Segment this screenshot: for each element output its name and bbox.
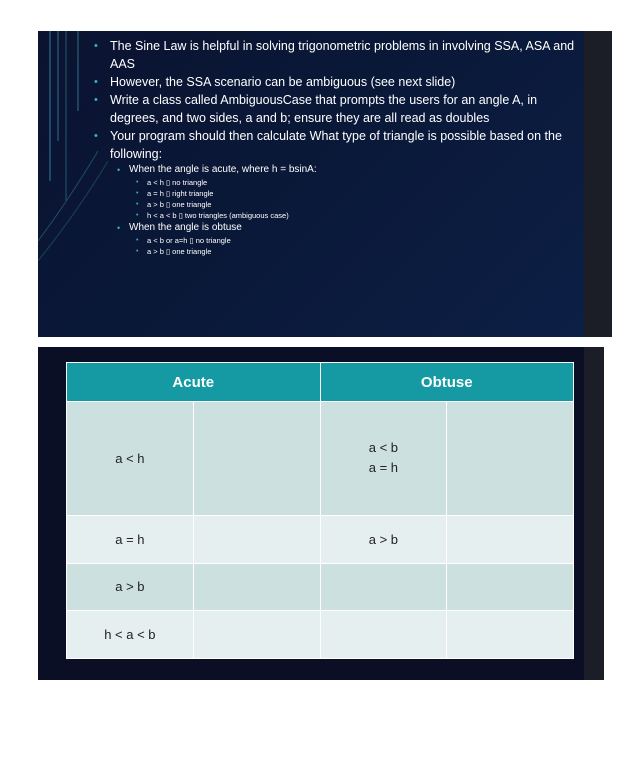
empty-cell	[193, 611, 320, 659]
empty-cell	[447, 563, 574, 611]
table-row	[67, 611, 574, 659]
obtuse-condition-line: a < b	[368, 440, 399, 456]
bullet-sine-law: • The Sine Law is helpful in solving trigonometric problems in involving SSA, ASA and AAS	[110, 37, 578, 73]
acute-case-item: • h < a < b ▯ two triangles (ambiguous case)	[147, 210, 578, 221]
acute-case-item: • a = h ▯ right triangle	[147, 188, 578, 199]
header-obtuse: Obtuse	[320, 363, 574, 402]
bullet-write-class: • Write a class called AmbiguousCase that prompts the users for an angle A, in degrees, and two sides, a and b; ensure they are all read as doubles	[110, 91, 578, 127]
table-row	[67, 563, 574, 611]
table-row	[67, 402, 574, 516]
header-acute: Acute	[67, 363, 321, 402]
bullet-ssa-ambiguous: • However, the SSA scenario can be ambiguous (see next slide)	[110, 73, 578, 91]
obtuse-case-item: • a > b ▯ one triangle	[147, 246, 578, 257]
acute-case-item: • a > b ▯ one triangle	[147, 199, 578, 210]
adjacent-slide-edge	[584, 347, 604, 680]
triangle-cases-table	[66, 362, 574, 659]
empty-cell	[447, 402, 574, 516]
acute-condition: a = h	[67, 515, 194, 563]
empty-cell	[447, 611, 574, 659]
empty-cell	[447, 515, 574, 563]
acute-condition: h < a < b	[67, 611, 194, 659]
obtuse-case-item: • a < b or a=h ▯ no triangle	[147, 235, 578, 246]
sub-bullet-obtuse: • When the angle is obtuse	[129, 221, 578, 235]
empty-cell	[193, 515, 320, 563]
table-row	[67, 515, 574, 563]
empty-cell	[320, 563, 447, 611]
acute-condition: a < h	[67, 402, 194, 516]
slide-instructions	[38, 31, 584, 337]
acute-condition: a > b	[67, 563, 194, 611]
obtuse-condition-line: a = h	[368, 460, 399, 476]
acute-case-item: • a < h ▯ no triangle	[147, 177, 578, 188]
adjacent-slide-edge	[584, 31, 612, 337]
empty-cell	[193, 402, 320, 516]
sub-bullet-acute: • When the angle is acute, where h = bsinA:	[129, 163, 578, 177]
bullet-list	[110, 37, 578, 257]
obtuse-condition	[320, 402, 447, 516]
empty-cell	[320, 611, 447, 659]
obtuse-condition: a > b	[320, 515, 447, 563]
empty-cell	[193, 563, 320, 611]
bullet-calculate: • Your program should then calculate What type of triangle is possible based on the following:	[110, 127, 578, 163]
